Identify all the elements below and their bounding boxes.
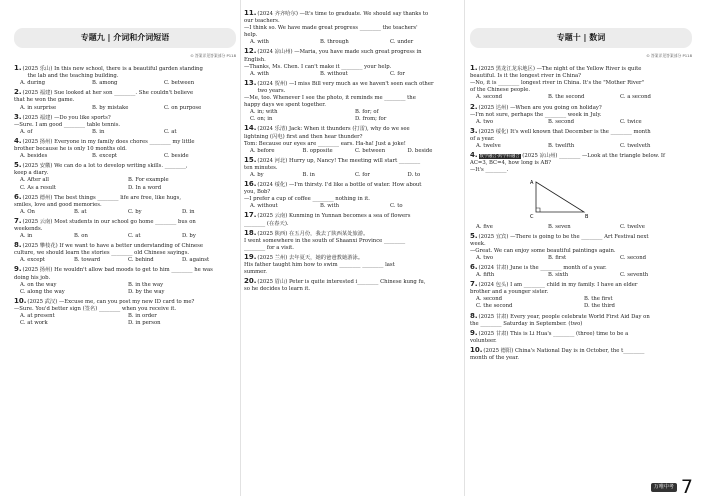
answer-options	[14, 313, 236, 327]
question-stem: (2025 云南) Kunming in Yunnan becomes a sea of flowers ________ (在春天).	[244, 213, 411, 227]
answer-option: A. five	[476, 223, 493, 230]
answer-option: C. at	[164, 128, 177, 135]
question-stem: (2025 兰州) 去年夏天，她的爸爸教她游泳。 His father taught him how to swim ________ ________ last summer.	[244, 254, 395, 276]
answer-option: D. In a word	[128, 184, 162, 191]
answer-options	[470, 143, 692, 150]
column-divider	[240, 0, 241, 496]
answer-option: B. For example	[128, 177, 169, 184]
question-number: 4.	[470, 151, 478, 160]
answer-option: B. second	[548, 118, 575, 125]
answer-options	[244, 203, 460, 210]
answer-option: B. without	[320, 70, 348, 77]
answer-option: A. in	[20, 233, 33, 240]
answer-option: C. along the way	[20, 288, 65, 295]
answer-options	[470, 119, 692, 126]
answer-option: C. by	[128, 208, 142, 215]
question-item	[244, 10, 460, 46]
answer-option: D. against	[182, 257, 210, 264]
answer-option: D. beside	[407, 147, 433, 154]
answer-option: B. twelfth	[548, 143, 575, 150]
answer-option: C. second	[620, 254, 647, 261]
question-number: 5.	[470, 231, 478, 240]
question-stem: (2025 安徽) We can do a lot to develop writing skills. ________, keep a diary.	[14, 163, 188, 177]
question-number: 8.	[14, 241, 22, 250]
question-item	[14, 114, 236, 136]
answer-option: D. by the way	[128, 288, 165, 295]
question-item	[244, 278, 460, 293]
question-number: 19.	[244, 252, 257, 261]
answer-option: C. a second	[620, 94, 651, 101]
question-number: 6.	[470, 262, 478, 271]
answer-option: A. After all	[20, 177, 49, 184]
answer-options	[470, 224, 692, 231]
question-stem: (2024 河北) Hurry up, Nancy! The meeting will start ________ ten minutes.	[244, 157, 421, 171]
question-item	[14, 162, 236, 191]
answer-option: A. except	[20, 257, 45, 264]
question-number: 16.	[244, 180, 257, 189]
question-stem: (2025 德阳) China's National Day is in October, the t________ month of the year.	[470, 347, 645, 361]
right-column	[470, 10, 692, 364]
answer-options	[14, 129, 236, 136]
answer-option: A. of	[20, 128, 33, 135]
answer-option: D. in	[182, 208, 195, 215]
answer-option: A. before	[250, 147, 275, 154]
answer-option: A. two	[476, 118, 494, 125]
answer-option: A. fifth	[476, 272, 495, 279]
answer-option: C. between	[355, 147, 386, 154]
question-stem: (2025 达州) —When are you going on holiday? —I'm not sure, perhaps the ________ week in July.	[470, 104, 602, 118]
question-stem: (2025 云南) Most students in our school go home ________ bus on weekends.	[14, 218, 196, 232]
question-stem: (2025 德州) The best things ________ life are free, like hugs, smiles, love and good memories.	[14, 194, 182, 208]
answer-options	[14, 209, 236, 216]
question-item	[244, 254, 460, 276]
answer-option: B. in order	[128, 313, 157, 319]
question-number: 20.	[244, 277, 257, 286]
left-column	[14, 10, 236, 329]
answer-option: B. for; of	[355, 109, 379, 116]
question-stem: (2025 绥化) It's well known that December is the ________ month of a year.	[470, 128, 651, 142]
answer-reference: ⊙ 答案详见答案部分 P118	[646, 53, 692, 58]
answer-option: D. to	[407, 171, 421, 178]
answer-option: A. by	[250, 171, 264, 178]
question-stem: (2025 福建) —Do you like sports? —Sure. I am good ________ table tennis.	[14, 114, 121, 128]
answer-option: C. twelve	[620, 223, 645, 230]
question-stem: (2024 甘肃) June is the ________ month of a year.	[478, 264, 607, 271]
answer-option: B. the second	[548, 94, 585, 101]
question-list	[244, 10, 460, 293]
answer-option: A. in; with	[250, 109, 278, 116]
answer-option: A. twelve	[476, 143, 501, 150]
answer-options	[470, 255, 692, 262]
answer-option: A. second	[476, 94, 503, 101]
answer-options	[14, 177, 236, 191]
question-stem: (2024 贺州) —I miss Bill very much as we haven't seen each other two years. —Me, too. Whenever I see the photo, it reminds me ________ the happy days we spent together.	[244, 80, 434, 109]
answer-option: B. the first	[584, 296, 613, 303]
answer-option: A. during	[20, 80, 46, 87]
question-item	[244, 80, 460, 124]
question-number: 11.	[244, 10, 257, 17]
question-stem: (2025 陕西) 在五月份，我去了陕西某处旅游。 I went somewhere in the south of Shaanxi Province ________ ________ for a visit.	[244, 230, 406, 251]
question-item	[470, 313, 692, 328]
answer-option: A. at present	[20, 313, 55, 319]
question-number: 10.	[470, 345, 483, 354]
answer-option: C. beside	[164, 153, 189, 160]
answer-option: A. with	[250, 70, 269, 77]
question-item	[14, 138, 236, 160]
answer-option: D. by	[182, 233, 196, 240]
question-number: 9.	[14, 265, 22, 274]
answer-option: A. on the way	[20, 281, 57, 288]
answer-options	[14, 257, 236, 264]
answer-reference: ⊙ 答案详见答案部分 P118	[190, 53, 236, 58]
answer-options	[244, 71, 460, 78]
question-stem: (2025 黑龙江龙东地区) —The night of the Yellow River is quite beautiful. Is it the longest river in China? —No, it is ________ longest river in China. It's the "Mother River" of the Chinese people.	[470, 66, 644, 94]
answer-options	[14, 80, 236, 87]
answer-option: C. between	[164, 80, 195, 87]
answer-option: C. the second	[476, 303, 513, 310]
question-item	[244, 230, 460, 252]
question-item	[14, 242, 236, 264]
question-stem: (2025 乐山) In this new school, there is a beautiful garden standing the lab and the teaching building.	[22, 66, 203, 80]
question-stem: (2024 齐齐哈尔) —It's time to graduate. We should say thanks to our teachers. —I think so. We have made great progress ________ the teachers' help.	[244, 11, 429, 39]
answer-option: B. except	[92, 153, 118, 160]
answer-option: D. in person	[128, 320, 161, 327]
answer-option: A. two	[476, 254, 494, 261]
topic-tag: 数学融合·跨学科融合	[479, 154, 520, 160]
question-number: 4.	[14, 136, 22, 145]
page-number: 7	[680, 475, 693, 496]
answer-option: B. through	[320, 39, 349, 46]
answer-option: B. in the way	[128, 281, 164, 288]
question-item	[470, 152, 692, 230]
answer-option: A. with	[250, 39, 269, 46]
answer-options	[14, 282, 236, 296]
question-number: 3.	[470, 126, 478, 135]
question-item	[244, 212, 460, 227]
answer-options	[14, 233, 236, 240]
answer-option: C. to	[390, 203, 403, 210]
question-stem: (2025 攀枝花) If we want to have a better understanding of Chinese culture, we should learn the stories ________ old Chinese sayings.	[14, 243, 204, 257]
answer-option: A. On	[20, 208, 35, 215]
middle-column	[244, 10, 460, 295]
answer-option: C. twelveth	[620, 143, 651, 150]
question-number: 6.	[14, 192, 22, 201]
question-number: 8.	[470, 311, 478, 320]
answer-option: A. besides	[20, 153, 48, 160]
question-item	[14, 266, 236, 295]
answer-option: B. with	[320, 203, 340, 210]
answer-option: C. twice	[620, 118, 642, 125]
question-number: 2.	[470, 102, 478, 111]
question-item	[470, 233, 692, 262]
answer-options	[14, 105, 236, 112]
answer-options	[470, 272, 692, 279]
right-angle-mark	[536, 208, 540, 212]
answer-option: C. at work	[20, 320, 48, 327]
answer-options	[244, 109, 460, 123]
question-stem: (2025 凉山州) ________ —Look at the triangle below. If AC=3, BC=4, how long is AB? —It's ________.	[470, 153, 665, 174]
question-item	[14, 218, 236, 240]
brand-logo: 万唯中考	[651, 483, 677, 492]
right-triangle-diagram	[530, 178, 590, 218]
answer-option: C. on; in	[250, 116, 273, 123]
question-item	[14, 65, 236, 87]
column-divider	[464, 0, 465, 496]
answer-options	[470, 296, 692, 310]
answer-option: C. for	[355, 171, 370, 178]
question-stem: (2024 凉山州) —Maria, you have made such great progress in English. —Thanks, Ms. Chen. I can't make it ________ your help.	[244, 49, 422, 70]
question-number: 1.	[470, 64, 478, 73]
answer-option: B. at	[74, 208, 87, 215]
question-item	[244, 181, 460, 210]
question-number: 9.	[470, 328, 478, 337]
question-stem: (2024 绥化) —I'm thirsty. I'd like a bottle of water. How about you, Bob? —I prefer a cup of coffee ________ nothing in it.	[244, 182, 422, 203]
question-item	[470, 104, 692, 126]
answer-option: B. toward	[74, 257, 101, 264]
answer-option: B. sixth	[548, 272, 569, 279]
answer-option: C. for	[390, 70, 405, 77]
question-stem: (2025 武汉) —Excuse me, can you post my new ID card to me? —Sure. You'd better sign (签名) ________ when you receive it.	[14, 298, 195, 312]
question-number: 2.	[14, 88, 22, 97]
question-stem: (2025 甘肃) Every year, people celebrate World First Aid Day on the ________ Saturday in September. (two)	[470, 313, 650, 327]
answer-options	[470, 94, 692, 101]
question-number: 15.	[244, 155, 257, 164]
question-item	[14, 89, 236, 111]
answer-option: B. in	[302, 171, 315, 178]
question-item	[470, 65, 692, 101]
question-list	[14, 65, 236, 327]
question-list	[470, 65, 692, 362]
question-stem: (2025 眉山) Peter is quite interested i________ Chinese kung fu, so he decides to learn it.	[244, 279, 426, 293]
vertex-label-b: B	[585, 214, 589, 219]
section-banner: 专题十 | 数词	[470, 28, 692, 48]
page-footer	[651, 475, 693, 496]
answer-option: B. in	[92, 128, 105, 135]
question-stem: (2024 乐清) Jack: When it thunders (打雷), why do we see lightning (闪电) first and then hear thunder? Tom: Because our eyes are ________ ears. Ha-ha! Just a joke!	[244, 126, 410, 147]
answer-option: D. the third	[584, 303, 615, 310]
question-item	[470, 128, 692, 150]
answer-option: B. first	[548, 254, 567, 261]
question-number: 18.	[244, 228, 257, 237]
answer-option: C. under	[390, 39, 414, 46]
question-number: 5.	[14, 161, 22, 170]
question-stem: (2025 甘肃) This is Li Hua's ________ (three) time to be a volunteer.	[470, 330, 629, 344]
question-stem: (2025 福建) Sue looked at her son ________. She couldn't believe that he won the game.	[14, 90, 194, 104]
answer-option: A. without	[250, 203, 278, 210]
question-item	[14, 194, 236, 216]
question-number: 12.	[244, 47, 257, 56]
answer-option: C. As a result	[20, 184, 56, 191]
question-item	[470, 330, 692, 345]
question-number: 17.	[244, 211, 257, 220]
question-number: 3.	[14, 112, 22, 121]
vertex-label-c: C	[530, 214, 534, 219]
answer-options	[244, 172, 460, 179]
answer-options	[244, 148, 460, 155]
answer-option: C. on purpose	[164, 104, 202, 111]
question-item	[470, 264, 692, 279]
question-stem: (2025 扬州) Everyone in my family does chores ________ my little brother because he is only 10 months old.	[14, 138, 195, 153]
question-stem: (2025 宜宾) —There is going to be the ________ Art Festival next week. —Great. We can enjoy some beautiful paintings again.	[470, 233, 649, 254]
vertex-label-a: A	[530, 180, 534, 187]
answer-option: C. at	[128, 233, 141, 240]
answer-option: C. behind	[128, 257, 154, 264]
answer-option: A. second	[476, 296, 503, 303]
answer-option: B. seven	[548, 223, 571, 230]
question-item	[470, 347, 692, 362]
answer-option: B. by mistake	[92, 104, 129, 111]
answer-option: C. seventh	[620, 272, 649, 279]
question-item	[14, 298, 236, 327]
question-number: 14.	[244, 124, 257, 133]
answer-option: B. opposite	[302, 147, 333, 154]
question-item	[244, 125, 460, 154]
question-number: 10.	[14, 296, 27, 305]
question-number: 7.	[470, 280, 478, 289]
question-item	[244, 157, 460, 179]
question-item	[244, 48, 460, 77]
question-number: 13.	[244, 78, 257, 87]
triangle-shape	[536, 182, 584, 212]
answer-options	[14, 153, 236, 160]
answer-options	[244, 39, 460, 46]
question-item	[470, 281, 692, 310]
question-stem: (2024 包头) I am ________ child in my family. I have an elder brother and a younger sister.	[470, 282, 638, 296]
answer-option: B. on	[74, 233, 88, 240]
section-banner: 专题九 | 介词和介词短语	[14, 28, 236, 48]
answer-option: D. from; for	[355, 116, 387, 123]
answer-option: B. among	[92, 80, 118, 87]
question-number: 1.	[14, 64, 22, 73]
answer-option: A. in surprise	[20, 104, 57, 111]
question-stem: (2025 扬州) He wouldn't allow bad moods to get to him ________ he was doing his job.	[14, 267, 213, 281]
question-number: 7.	[14, 216, 22, 225]
